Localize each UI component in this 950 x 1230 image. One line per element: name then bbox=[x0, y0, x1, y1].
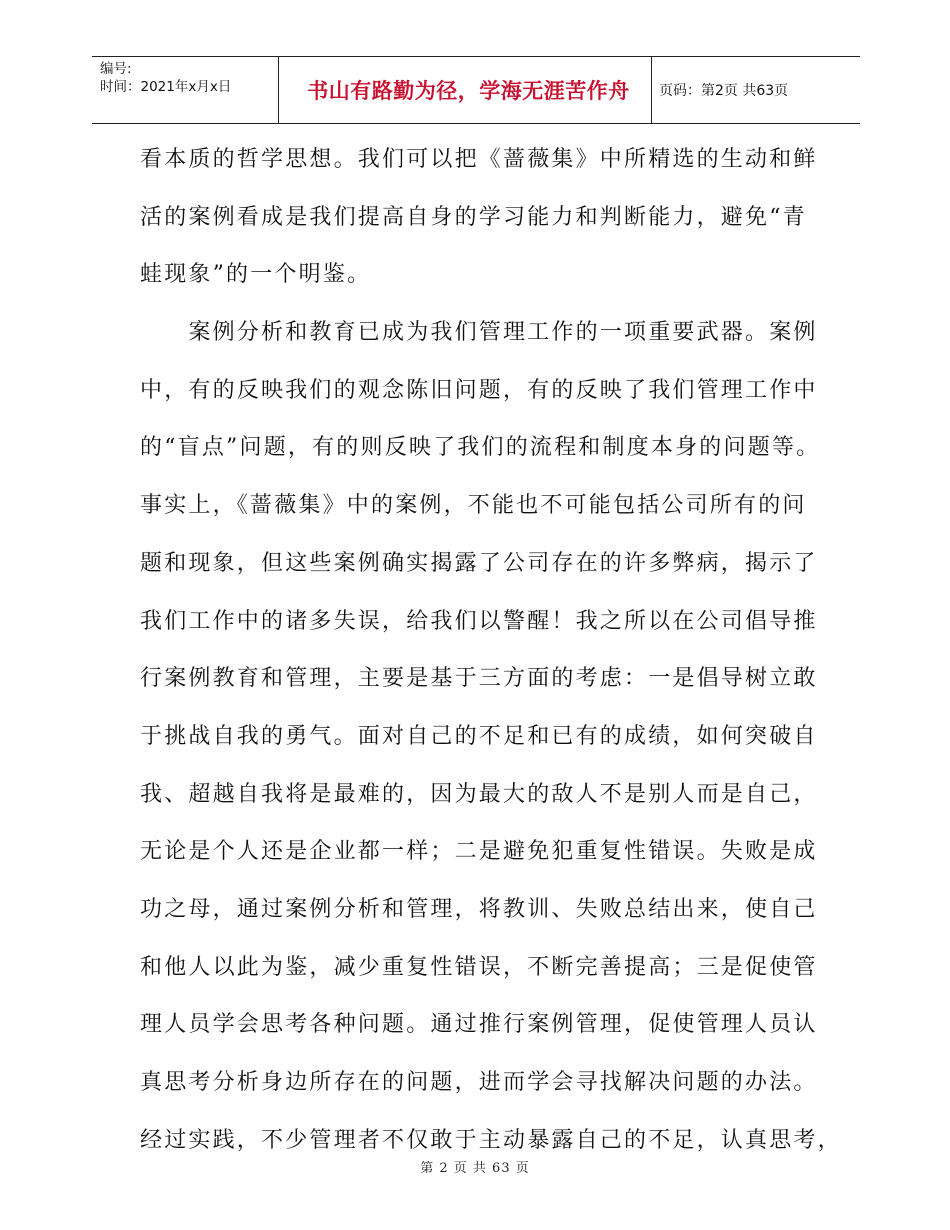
body-text-line: 题和现象，但这些案例确实揭露了公司存在的许多弊病，揭示了 bbox=[140, 550, 818, 576]
body-text-line: 看本质的哲学思想。我们可以把《蔷薇集》中所精选的生动和鲜 bbox=[140, 147, 818, 172]
body-text-line: 经过实践，不少管理者不仅敢于主动暴露自己的不足，认真思考， bbox=[140, 1127, 842, 1153]
body-text-line: 事实上，《蔷薇集》中的案例，不能也不可能包括公司所有的问 bbox=[140, 493, 807, 519]
document-number-label: 编号: bbox=[100, 61, 132, 77]
body-text-line: 中，有的反映我们的观念陈旧问题，有的反映了我们管理工作中 bbox=[140, 377, 818, 403]
body-text-line: 我们工作中的诸多失误，给我们以警醒！我之所以在公司倡导推 bbox=[140, 608, 818, 634]
document-time-label: 时间：2021年x月x日 bbox=[100, 79, 232, 95]
page-footer: 第 2 页 共 63 页 bbox=[420, 1161, 530, 1176]
page-header bbox=[92, 56, 860, 124]
body-text-line: 活的案例看成是我们提高自身的学习能力和判断能力，避免“青 bbox=[140, 204, 807, 230]
body-text-line: 理人员学会思考各种问题。通过推行案例管理，促使管理人员认 bbox=[140, 1012, 818, 1038]
header-meta bbox=[100, 60, 231, 96]
body-text-line: 于挑战自我的勇气。面对自己的不足和已有的成绩，如何突破自 bbox=[140, 723, 818, 749]
body-text-line: 无论是个人还是企业都一样；二是避免犯重复性错误。失败是成 bbox=[140, 839, 818, 865]
header-divider-right bbox=[651, 57, 652, 123]
body-text-line: 案例分析和教育已成为我们管理工作的一项重要武器。案例 bbox=[140, 320, 818, 346]
body-text-line: 蛙现象”的一个明鉴。 bbox=[140, 262, 372, 288]
body-text-line: 我、超越自我将是最难的，因为最大的敌人不是别人而是自己， bbox=[140, 781, 818, 807]
header-page-info: 页码：第2页 共63页 bbox=[659, 83, 789, 99]
body-text-line: 真思考分析身边所存在的问题，进而学会寻找解决问题的办法。 bbox=[140, 1070, 818, 1095]
header-motto: 书山有路勤为径，学海无涯苦作舟 bbox=[307, 79, 630, 103]
document-body bbox=[140, 131, 842, 1169]
body-text-line: 和他人以此为鉴，减少重复性错误，不断完善提高；三是促使管 bbox=[140, 954, 818, 980]
body-text-line: 的“盲点”问题，有的则反映了我们的流程和制度本身的问题等。 bbox=[140, 435, 821, 461]
body-text-line: 功之母，通过案例分析和管理，将教训、失败总结出来，使自己 bbox=[140, 896, 818, 922]
body-text-line: 行案例教育和管理，主要是基于三方面的考虑：一是倡导树立敢 bbox=[140, 666, 818, 692]
header-divider-left bbox=[278, 57, 279, 123]
